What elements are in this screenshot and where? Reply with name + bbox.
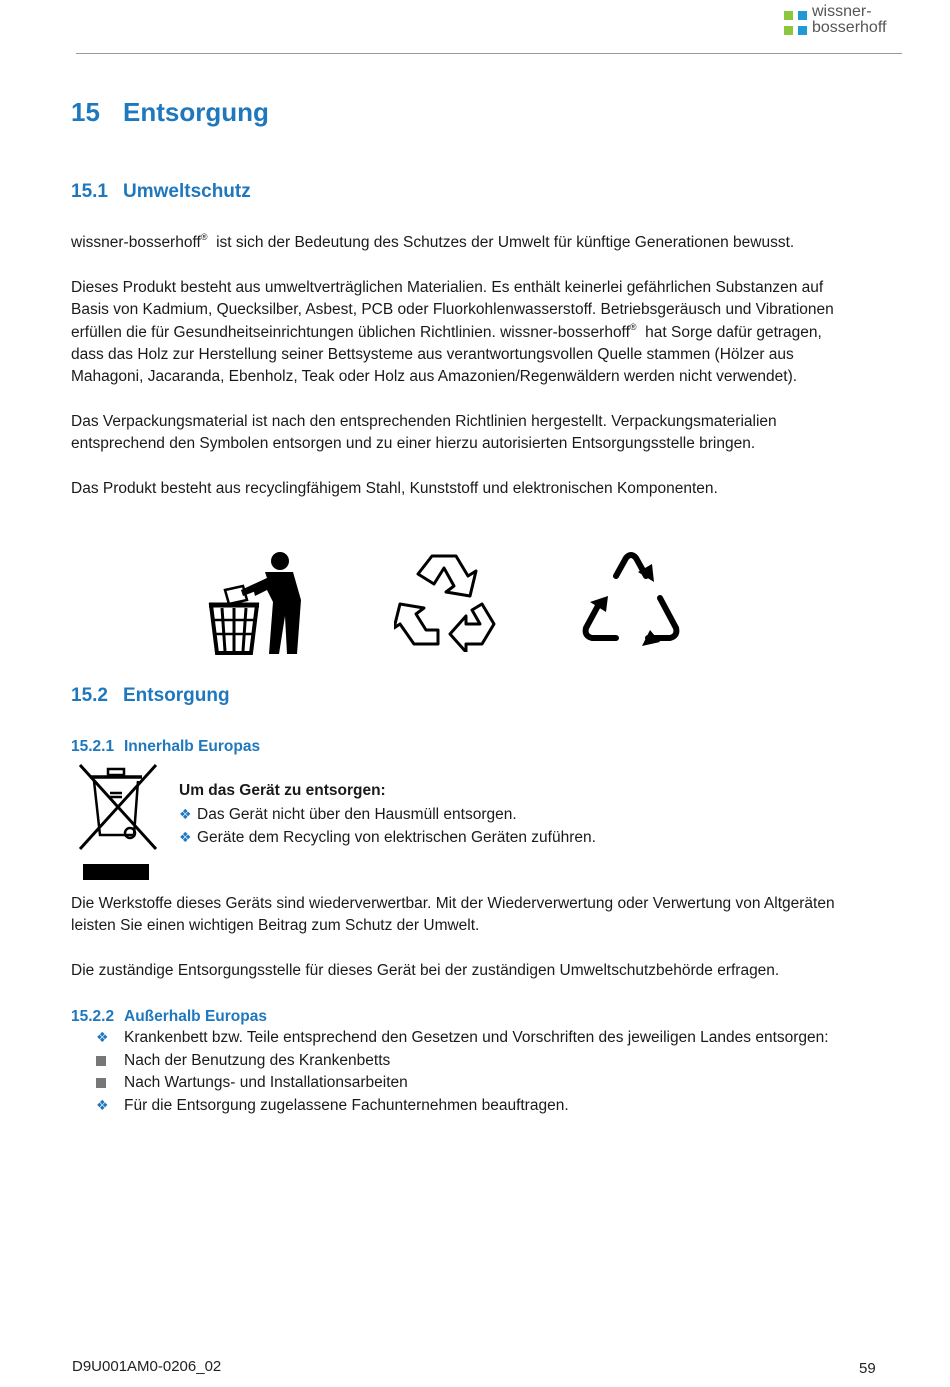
text-line: Mahagoni, Jacaranda, Ebenholz, Teak oder Holz aus Amazonien/Regenwäldern werden nicht verwendet). [71,368,798,386]
subsection-title-entsorgung [71,685,230,707]
text-segment: hat Sorge dafür getragen, [645,323,822,341]
subsubsection-title-innerhalb [71,738,260,756]
registered-mark: ® [200,232,208,242]
text-line: Die zuständige Entsorgungsstelle für dieses Gerät bei der zuständigen Umweltschutzbehörde erfragen. [71,962,780,979]
logo-square-green [784,26,793,35]
diamond-bullet-icon: ❖ [96,1029,109,1045]
paragraph-authority [71,960,871,982]
paragraph-packaging [71,411,871,456]
logo-square-blue [798,11,807,20]
logo-square-blue [798,26,807,35]
subsubsection-number: 15.2.2 [71,1008,115,1025]
logo-text-line2: bosserhoff [812,19,887,36]
subsection-number: 15.1 [71,181,108,202]
list-item [179,803,517,827]
text-line: Das Produkt besteht aus recyclingfähigem Stahl, Kunststoff und elektronischen Komponenten. [71,480,718,497]
list-item-text: Krankenbett bzw. Teile entsprechend den Gesetzen und Vorschriften des jeweiligen Landes entsorgen: [124,1029,829,1046]
list-item-text: Geräte dem Recycling von elektrischen Geräten zuführen. [197,829,596,846]
list-item-text: Das Gerät nicht über den Hausmüll entsorgen. [197,806,517,823]
subsubsection-title-text: Innerhalb Europas [124,738,261,755]
subsection-title-text: Umweltschutz [123,181,251,202]
list-item-text: Für die Entsorgung zugelassene Fachunternehmen beauftragen. [124,1097,569,1114]
recycle-arrows-icon [394,552,498,652]
paragraph-materials [71,277,871,388]
subsection-title-umweltschutz [71,181,251,203]
brand-name: wissner-bosserhoff [71,234,201,251]
section-number: 15 [71,97,100,127]
weee-bin-icon [76,763,160,883]
brand-logo [776,3,896,38]
subsection-title-text: Entsorgung [123,685,230,706]
list-item [179,826,596,850]
text-line: Dieses Produkt besteht aus umweltverträglichen Materialien. Es enthält keinerlei gefährlichen Substanzen auf [71,279,824,296]
paragraph-intro [71,232,871,254]
tidyman-icon [205,550,310,656]
diamond-bullet-icon: ❖ [179,806,192,822]
text-line: leisten Sie einen wichtigen Beitrag zum Schutz der Umwelt. [71,917,480,935]
section-title-text: Entsorgung [123,97,269,127]
subsection-number: 15.2 [71,685,108,706]
intro-text: ist sich der Bedeutung des Schutzes der Umwelt für künftige Generationen bewusst. [216,234,795,251]
logo-square-green [784,11,793,20]
square-bullet-icon [96,1052,116,1071]
disposal-lead: Um das Gerät zu entsorgen: [179,782,386,799]
text-line: Basis von Kadmium, Quecksilber, Asbest, PCB oder Fluorkohlenwasserstoff. Betriebsgeräusch und Vibrationen [71,301,834,319]
section-title [71,97,269,128]
diamond-bullet-icon: ❖ [96,1097,109,1113]
text-line: dass das Holz zur Herstellung seiner Bettsysteme aus verantwortungsvollen Quelle stammen (Hölzer aus [71,345,794,363]
paragraph-reuse [71,893,871,938]
list-item-text: Nach der Benutzung des Krankenbetts [124,1052,391,1069]
square-bullet-icon [96,1074,116,1093]
recycle-triangle-icon [580,550,682,648]
text-line: entsprechend den Symbolen entsorgen und zu einer hierzu autorisierten Entsorgungsstelle bringen. [71,435,756,453]
text-line: Die Werkstoffe dieses Geräts sind wiederverwertbar. Mit der Wiederverwertung oder Verwertung von Altgeräten [71,895,835,912]
text-segment: erfüllen die für Gesundheitseinrichtungen üblichen Richtlinien. wissner-bosserhoff [71,323,630,341]
diamond-bullet-icon: ❖ [179,829,192,845]
text-line [71,322,871,344]
registered-mark: ® [629,321,637,332]
subsubsection-title-text: Außerhalb Europas [124,1008,267,1025]
subsubsection-title-ausserhalb [71,1008,267,1026]
logo-text-line1: wissner- [812,3,872,20]
text-line: Das Verpackungsmaterial ist nach den entsprechenden Richtlinien hergestellt. Verpackungsmaterialien [71,413,777,430]
list-item-text: Nach Wartungs- und Installationsarbeiten [124,1074,408,1091]
header-divider [76,53,902,54]
paragraph-recyclable [71,478,871,500]
page-number: 59 [859,1360,876,1377]
subsubsection-number: 15.2.1 [71,738,115,755]
document-id: D9U001AM0-0206_02 [72,1358,222,1375]
